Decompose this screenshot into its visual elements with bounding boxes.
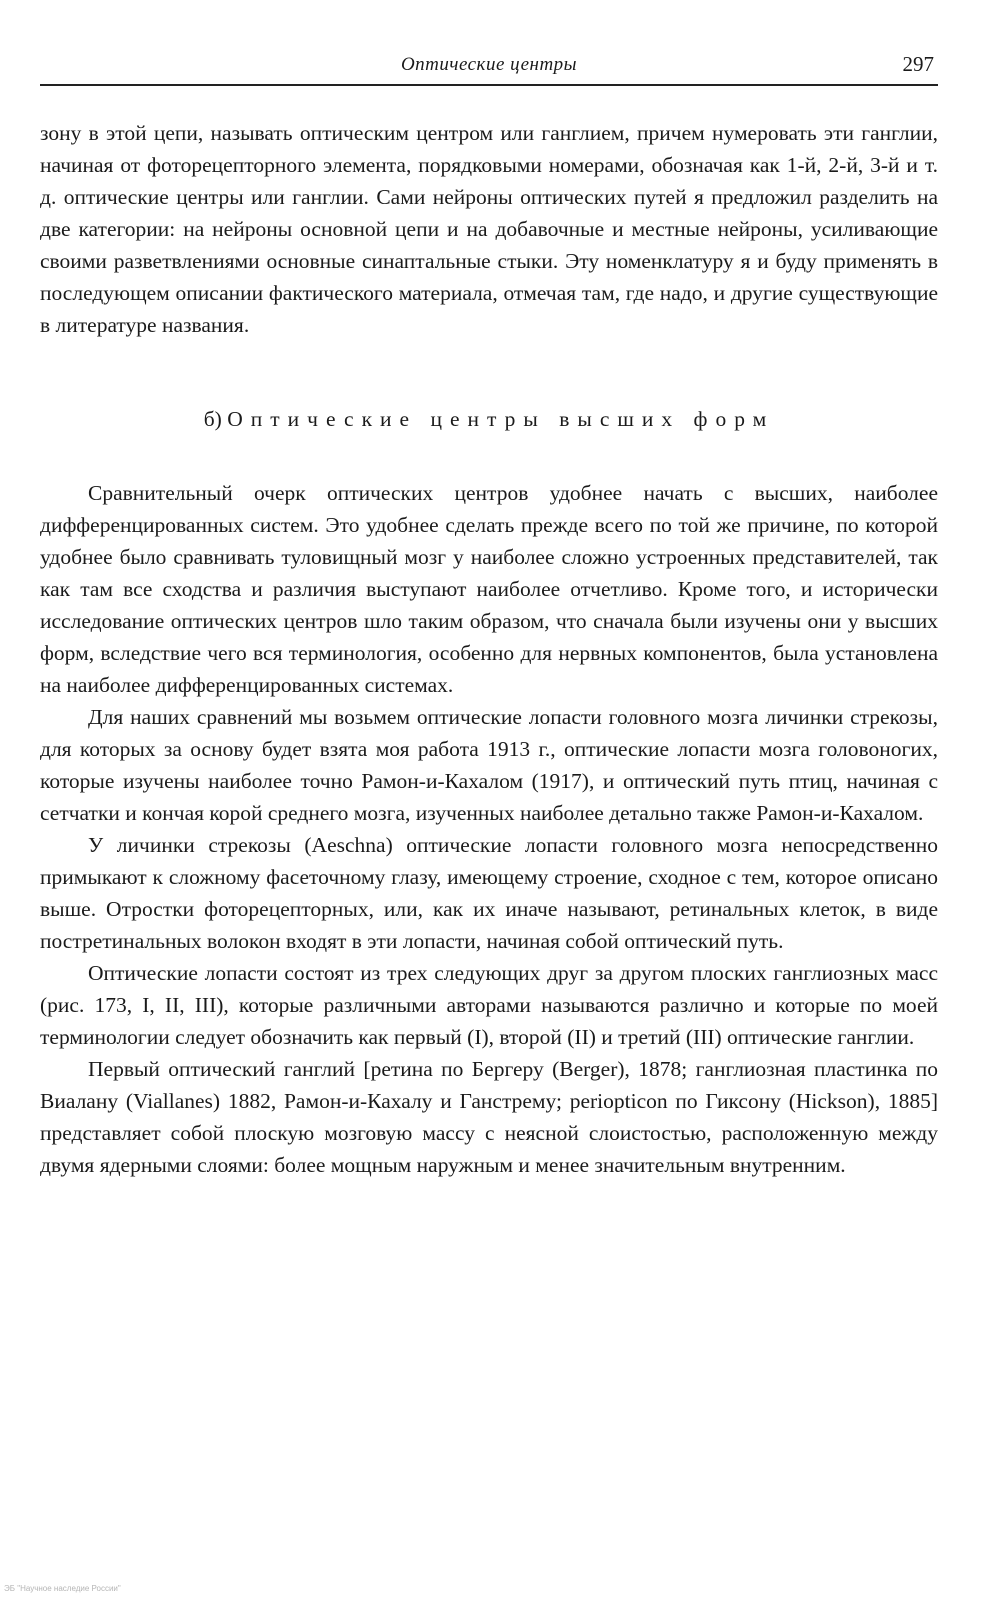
running-header [40, 50, 938, 86]
paragraph: Сравнительный очерк оптических центров удобнее начать с высших, наиболее дифференцированных систем. Это удобнее сделать прежде всего по той же причине, по которой удобнее было сравнивать туловищный мозг у наиболее сложно устроенных представителей, так как там все сходства и различия выступают наиболее отчетливо. Кроме того, и исторически исследование оптических центров шло таким образом, что сначала были изучены они у высших форм, вследствие чего вся терминология, особенно для нервных компонентов, была установлена на наиболее дифференцированных системах. [40, 481, 938, 697]
paragraph: зону в этой цепи, называть оптическим центром или ганглием, причем нумеровать эти ганглии, начиная от фоторецепторного элемента, порядковыми номерами, обозначая как 1-й, 2-й, 3-й и т. д. оптические центры или ганглии. Сами нейроны оптических путей я предложил разделить на две категории: на нейроны основной цепи и на добавочные и местные нейроны, усиливающие своими разветвлениями основные синаптальные стыки. Эту номенклатуру я и буду применять в последующем описании фактического материала, отмечая там, где надо, и другие существующие в литературе названия. [40, 121, 938, 337]
paragraph: Первый оптический ганглий [ретина по Бергеру (Berger), 1878; ганглиозная пластинка по Виалану (Viallanes) 1882, Рамон-и-Кахалу и Ганстрему; periopticon по Гиксону (Hickson), 1885] представляет собой плоскую мозговую массу с неясной слоистостью, расположенную между двумя ядерными слоями: более мощным наружным и менее значительным внутренним. [40, 1057, 938, 1177]
body-text [40, 117, 938, 1181]
section-heading-prefix: б) [203, 407, 228, 431]
running-title: Оптические центры [400, 54, 578, 75]
paragraph: У личинки стрекозы (Aeschna) оптические лопасти головного мозга непосредственно примыкают к сложному фасеточному глазу, имеющему строение, сходное с тем, которое описано выше. Отростки фоторецепторных, или, как их иначе называют, ретинальных клеток, в виде постретинальных волокон входят в эти лопасти, начиная собой оптический путь. [40, 833, 938, 953]
section-heading-title: Оптические центры высших форм [227, 407, 775, 431]
paragraph: Оптические лопасти состоят из трех следующих друг за другом плоских ганглиозных масс (рис. 173, I, II, III), которые различными авторами называются различно и которые по моей терминологии следует обозначить как первый (I), второй (II) и третий (III) оптические ганглии. [40, 961, 938, 1049]
page-number: 297 [902, 52, 934, 76]
section-heading [40, 403, 938, 435]
paragraph: Для наших сравнений мы возьмем оптические лопасти головного мозга личинки стрекозы, для которых за основу будет взята моя работа 1913 г., оптические лопасти мозга головоногих, которые изучены наиболее точно Рамон-и-Кахалом (1917), и оптический путь птиц, начиная с сетчатки и кончая корой среднего мозга, изученных наиболее детально также Рамон-и-Кахалом. [40, 705, 938, 825]
library-watermark: ЭБ "Научное наследие России" [4, 1584, 121, 1593]
